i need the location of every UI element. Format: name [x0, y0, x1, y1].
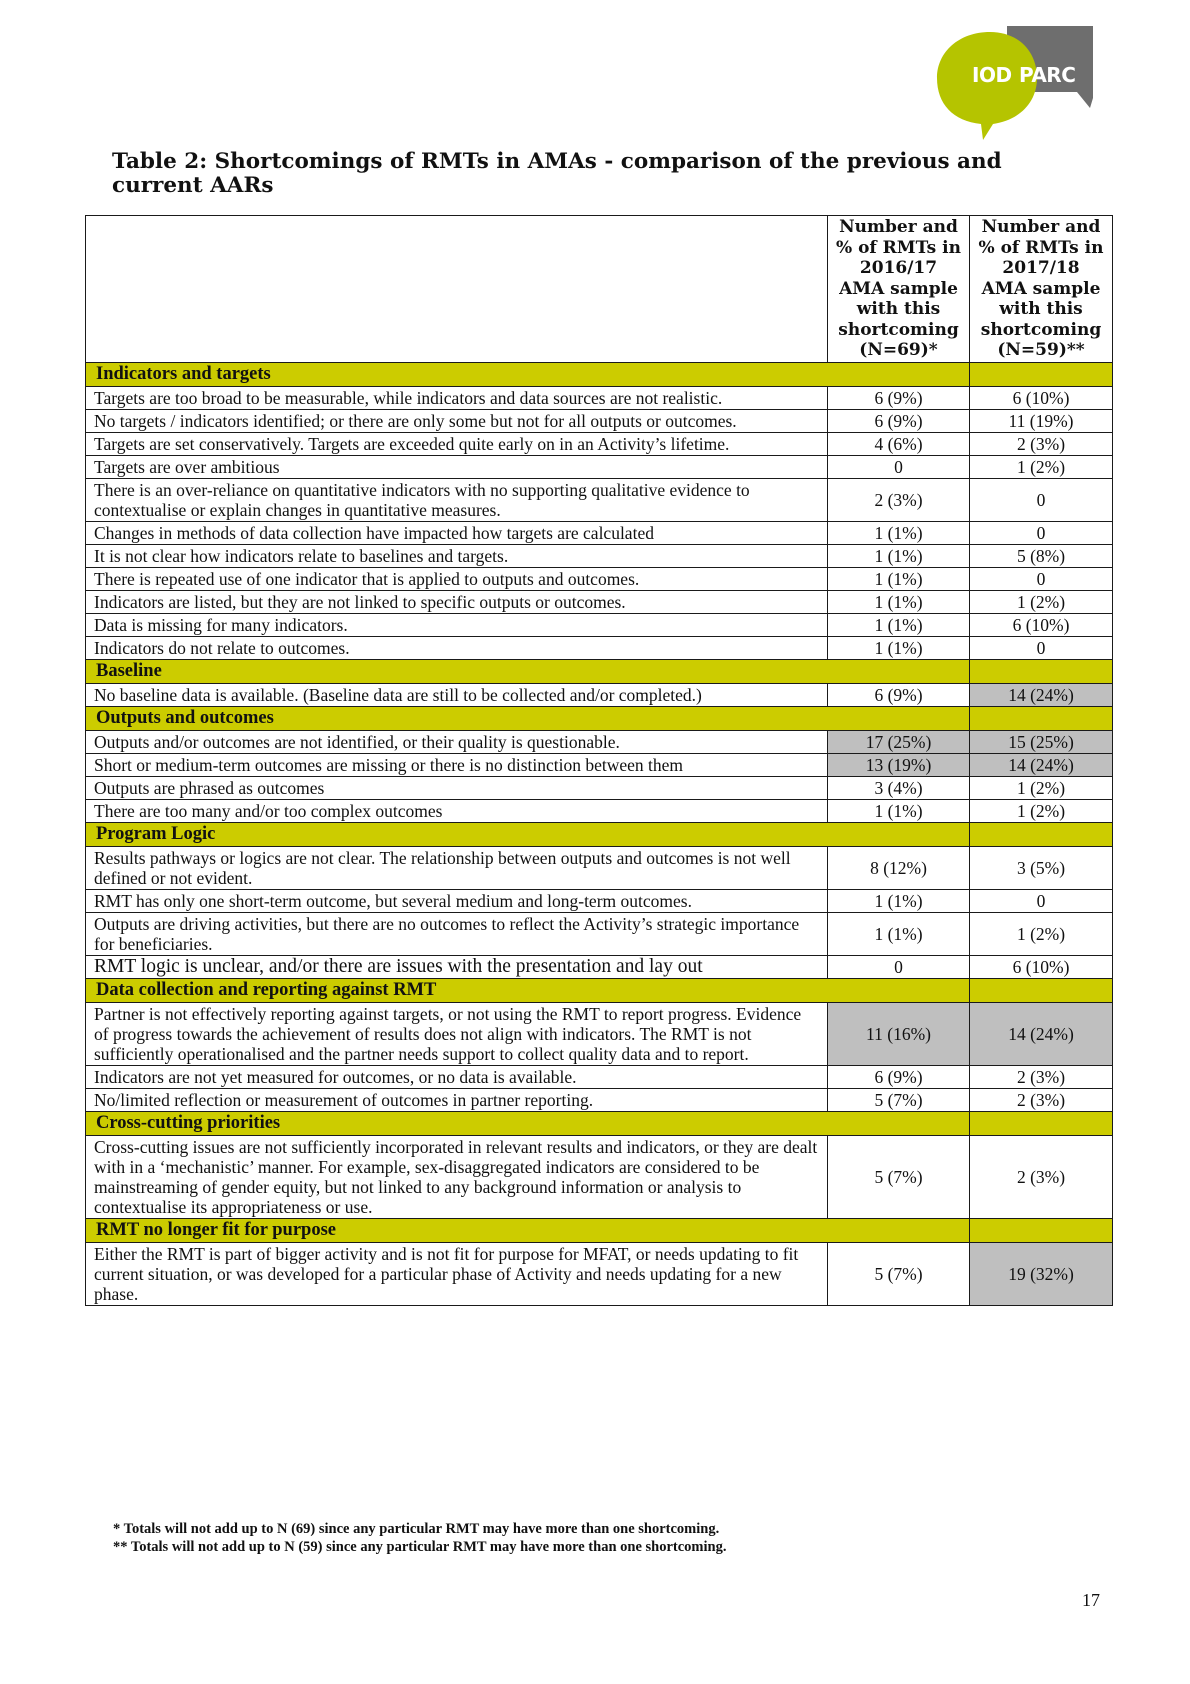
shortcoming-description: It is not clear how indicators relate to baselines and targets. — [86, 544, 828, 567]
value-2017-18: 0 — [970, 636, 1113, 659]
table-row — [86, 1065, 1113, 1088]
value-2016-17: 8 (12%) — [828, 846, 970, 889]
value-2017-18: 6 (10%) — [970, 386, 1113, 409]
value-2016-17: 3 (4%) — [828, 776, 970, 799]
value-2016-17: 6 (9%) — [828, 409, 970, 432]
table-row — [86, 1088, 1113, 1111]
table-row — [86, 521, 1113, 544]
shortcoming-description: RMT has only one short-term outcome, but several medium and long-term outcomes. — [86, 889, 828, 912]
footnote-2: ** Totals will not add up to N (59) since any particular RMT may have more than one shortcoming. — [113, 1539, 727, 1555]
shortcoming-description: There is an over-reliance on quantitative indicators with no supporting qualitative evidence to contextualise or explain changes in quantitative measures. — [86, 478, 828, 521]
section-blank-cell — [970, 1218, 1113, 1242]
shortcoming-description: Targets are over ambitious — [86, 455, 828, 478]
shortcoming-description: There is repeated use of one indicator that is applied to outputs and outcomes. — [86, 567, 828, 590]
shortcoming-description: No/limited reflection or measurement of outcomes in partner reporting. — [86, 1088, 828, 1111]
value-2017-18: 0 — [970, 567, 1113, 590]
shortcoming-description: Cross-cutting issues are not sufficiently incorporated in relevant results and indicators, or they are dealt with in a ‘mechanistic’ manner. For example, sex-disaggregated indicators are considered to be mainstreaming of gender equity, but not linked to any background information or analysis to contextualise its appropriateness or use. — [86, 1135, 828, 1218]
shortcoming-description: Targets are set conservatively. Targets are exceeded quite early on in an Activity’s lifetime. — [86, 432, 828, 455]
shortcoming-description: There are too many and/or too complex outcomes — [86, 799, 828, 822]
value-2016-17: 1 (1%) — [828, 636, 970, 659]
table-row — [86, 386, 1113, 409]
shortcoming-description: Indicators do not relate to outcomes. — [86, 636, 828, 659]
value-2017-18: 1 (2%) — [970, 799, 1113, 822]
shortcoming-description: Short or medium-term outcomes are missing or there is no distinction between them — [86, 753, 828, 776]
table-row — [86, 955, 1113, 978]
value-2017-18: 1 (2%) — [970, 912, 1113, 955]
shortcoming-description: Outputs are driving activities, but there are no outcomes to reflect the Activity’s strategic importance for beneficiaries. — [86, 912, 828, 955]
value-2017-18: 14 (24%) — [970, 753, 1113, 776]
section-header-row — [86, 362, 1113, 386]
value-2016-17: 5 (7%) — [828, 1135, 970, 1218]
footnote-1: * Totals will not add up to N (69) since any particular RMT may have more than one shortcoming. — [113, 1521, 720, 1537]
shortcoming-description: Outputs are phrased as outcomes — [86, 776, 828, 799]
table-row — [86, 409, 1113, 432]
value-2016-17: 5 (7%) — [828, 1242, 970, 1305]
value-2016-17: 6 (9%) — [828, 1065, 970, 1088]
table-row — [86, 846, 1113, 889]
value-2016-17: 0 — [828, 455, 970, 478]
value-2016-17: 1 (1%) — [828, 521, 970, 544]
table-row — [86, 567, 1113, 590]
shortcoming-description: Partner is not effectively reporting against targets, or not using the RMT to report progress. Evidence of progress towards the achievement of results does not align with indicators. The RMT is not sufficiently operationalised and the partner needs support to collect quality data and to report. — [86, 1002, 828, 1065]
value-2017-18: 2 (3%) — [970, 1065, 1113, 1088]
section-title: Baseline — [86, 659, 970, 683]
header-row — [86, 216, 1113, 363]
value-2016-17: 0 — [828, 955, 970, 978]
value-2017-18: 0 — [970, 478, 1113, 521]
shortcoming-description: Indicators are listed, but they are not linked to specific outputs or outcomes. — [86, 590, 828, 613]
table-row — [86, 590, 1113, 613]
section-title: Data collection and reporting against RMT — [86, 978, 970, 1002]
shortcoming-description: Indicators are not yet measured for outcomes, or no data is available. — [86, 1065, 828, 1088]
table-row — [86, 432, 1113, 455]
value-2017-18: 0 — [970, 889, 1113, 912]
section-blank-cell — [970, 978, 1113, 1002]
value-2017-18: 5 (8%) — [970, 544, 1113, 567]
value-2017-18: 2 (3%) — [970, 1088, 1113, 1111]
section-header-row — [86, 706, 1113, 730]
value-2016-17: 1 (1%) — [828, 613, 970, 636]
value-2017-18: 6 (10%) — [970, 955, 1113, 978]
section-title: Cross-cutting priorities — [86, 1111, 970, 1135]
value-2016-17: 11 (16%) — [828, 1002, 970, 1065]
table-row — [86, 478, 1113, 521]
shortcomings-table — [85, 215, 1113, 1306]
header-blank — [86, 216, 828, 363]
footnotes — [113, 1520, 1013, 1556]
section-header-row — [86, 659, 1113, 683]
logo-text-right: PARC — [1019, 63, 1076, 87]
value-2016-17: 1 (1%) — [828, 912, 970, 955]
shortcoming-description: Outputs and/or outcomes are not identified, or their quality is questionable. — [86, 730, 828, 753]
shortcoming-description: Changes in methods of data collection have impacted how targets are calculated — [86, 521, 828, 544]
value-2017-18: 2 (3%) — [970, 1135, 1113, 1218]
section-header-row — [86, 822, 1113, 846]
shortcoming-description: No baseline data is available. (Baseline data are still to be collected and/or completed.) — [86, 683, 828, 706]
section-title: Outputs and outcomes — [86, 706, 970, 730]
section-blank-cell — [970, 362, 1113, 386]
shortcoming-description: Results pathways or logics are not clear. The relationship between outputs and outcomes is not well defined or not evident. — [86, 846, 828, 889]
table-row — [86, 912, 1113, 955]
logo-text-left: IOD — [972, 63, 1012, 87]
section-title: Indicators and targets — [86, 362, 970, 386]
section-header-row — [86, 1218, 1113, 1242]
section-blank-cell — [970, 822, 1113, 846]
section-header-row — [86, 978, 1113, 1002]
value-2016-17: 2 (3%) — [828, 478, 970, 521]
table-row — [86, 636, 1113, 659]
value-2017-18: 15 (25%) — [970, 730, 1113, 753]
value-2016-17: 4 (6%) — [828, 432, 970, 455]
table-row — [86, 799, 1113, 822]
value-2017-18: 2 (3%) — [970, 432, 1113, 455]
value-2016-17: 1 (1%) — [828, 799, 970, 822]
value-2017-18: 11 (19%) — [970, 409, 1113, 432]
iodparc-logo — [925, 26, 1100, 141]
section-blank-cell — [970, 1111, 1113, 1135]
table-row — [86, 455, 1113, 478]
value-2017-18: 3 (5%) — [970, 846, 1113, 889]
section-blank-cell — [970, 659, 1113, 683]
table-row — [86, 1242, 1113, 1305]
value-2017-18: 14 (24%) — [970, 1002, 1113, 1065]
section-title: RMT no longer fit for purpose — [86, 1218, 970, 1242]
value-2017-18: 1 (2%) — [970, 776, 1113, 799]
shortcoming-description: Data is missing for many indicators. — [86, 613, 828, 636]
value-2017-18: 19 (32%) — [970, 1242, 1113, 1305]
page-number: 17 — [1082, 1590, 1100, 1610]
value-2016-17: 13 (19%) — [828, 753, 970, 776]
value-2017-18: 1 (2%) — [970, 590, 1113, 613]
value-2016-17: 1 (1%) — [828, 889, 970, 912]
table-row — [86, 753, 1113, 776]
section-title: Program Logic — [86, 822, 970, 846]
table-row — [86, 730, 1113, 753]
table-row — [86, 613, 1113, 636]
iodparc-logo-graphic — [925, 26, 1100, 141]
shortcoming-description: RMT logic is unclear, and/or there are issues with the presentation and lay out — [86, 955, 828, 978]
value-2017-18: 1 (2%) — [970, 455, 1113, 478]
shortcoming-description: No targets / indicators identified; or there are only some but not for all outputs or outcomes. — [86, 409, 828, 432]
table-row — [86, 544, 1113, 567]
table-row — [86, 776, 1113, 799]
value-2016-17: 1 (1%) — [828, 544, 970, 567]
value-2017-18: 14 (24%) — [970, 683, 1113, 706]
value-2016-17: 1 (1%) — [828, 567, 970, 590]
header-2017-18: Number and % of RMTs in 2017/18 AMA sample with this shortcoming (N=59)** — [970, 216, 1113, 363]
value-2016-17: 6 (9%) — [828, 386, 970, 409]
value-2017-18: 6 (10%) — [970, 613, 1113, 636]
table-row — [86, 1135, 1113, 1218]
table-row — [86, 1002, 1113, 1065]
shortcoming-description: Either the RMT is part of bigger activity and is not fit for purpose for MFAT, or needs updating to fit current situation, or was developed for a particular phase of Activity and needs updating for a new phase. — [86, 1242, 828, 1305]
section-blank-cell — [970, 706, 1113, 730]
table-row — [86, 889, 1113, 912]
header-2016-17: Number and % of RMTs in 2016/17 AMA sample with this shortcoming (N=69)* — [828, 216, 970, 363]
value-2016-17: 6 (9%) — [828, 683, 970, 706]
value-2017-18: 0 — [970, 521, 1113, 544]
table-title: Table 2: Shortcomings of RMTs in AMAs - comparison of the previous and current AARs — [112, 149, 1002, 198]
shortcoming-description: Targets are too broad to be measurable, while indicators and data sources are not realistic. — [86, 386, 828, 409]
table-row — [86, 683, 1113, 706]
value-2016-17: 17 (25%) — [828, 730, 970, 753]
value-2016-17: 1 (1%) — [828, 590, 970, 613]
section-header-row — [86, 1111, 1113, 1135]
value-2016-17: 5 (7%) — [828, 1088, 970, 1111]
